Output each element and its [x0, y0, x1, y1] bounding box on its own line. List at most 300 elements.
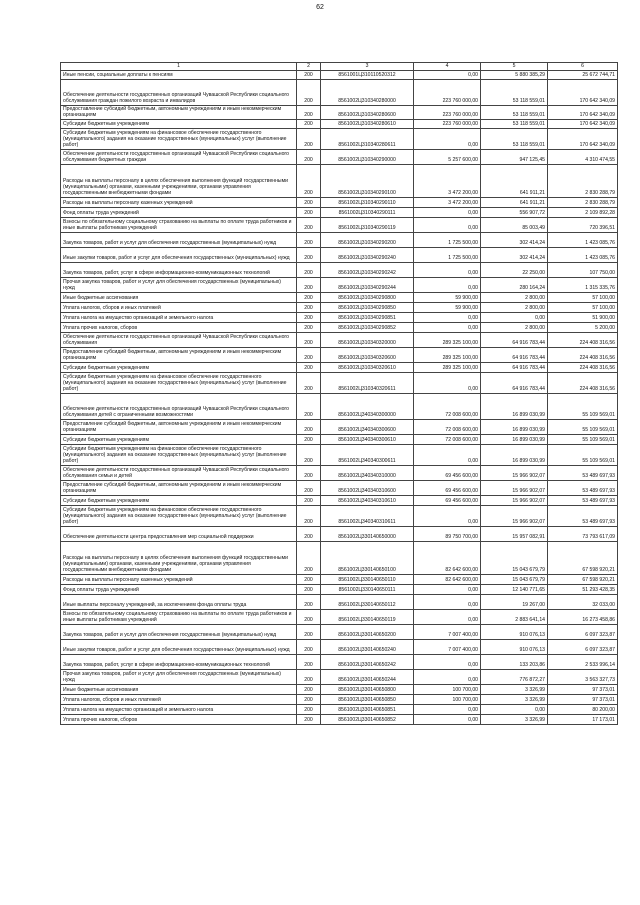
row-name-cell: Расходы на выплаты персоналу в целях обеспечения выполнения функций государственными (муниципальными) органами, казенными учреждениями, органами управления государственными внебюджетными фондами: [61, 165, 297, 198]
row-name-cell: Субсидии бюджетным учреждениям на финансовое обеспечение государственного (муниципального) задания на оказание государственных (муниципальных) услуг (выполнение работ): [61, 445, 297, 466]
row-unexecuted-cell: 97 373,01: [548, 695, 618, 705]
row-kbk-cell: 8561002Ц310340280600: [321, 106, 414, 120]
row-kbk-cell: 8561002Ц310340290100: [321, 165, 414, 198]
row-approved-cell: 1 725 500,00: [414, 233, 481, 248]
row-kbk-cell: 8561002Ц330140650800: [321, 685, 414, 695]
row-approved-cell: 72 008 600,00: [414, 394, 481, 420]
row-approved-cell: 72 008 600,00: [414, 420, 481, 435]
row-executed-cell: 53 118 559,01: [481, 120, 548, 129]
row-approved-cell: 0,00: [414, 71, 481, 80]
row-approved-cell: 69 456 600,00: [414, 466, 481, 481]
row-executed-cell: 302 414,24: [481, 248, 548, 263]
row-executed-cell: 53 118 559,01: [481, 106, 548, 120]
table-row: [61, 481, 618, 496]
row-approved-cell: 7 007 400,00: [414, 640, 481, 655]
row-executed-cell: 22 250,00: [481, 263, 548, 278]
row-name-cell: Фонд оплаты труда учреждений: [61, 208, 297, 218]
page-number: 62: [316, 4, 324, 11]
row-code-cell: 200: [297, 625, 321, 640]
row-executed-cell: 2 883 641,14: [481, 610, 548, 625]
row-unexecuted-cell: 53 489 697,93: [548, 466, 618, 481]
row-name-cell: Иные закупки товаров, работ и услуг для обеспечения государственных (муниципальных) нужд: [61, 640, 297, 655]
row-code-cell: 200: [297, 71, 321, 80]
row-name-cell: Обеспечение деятельности государственных организаций Чувашской Республики социального обслуживания граждан пожилого возраста и инвалидов: [61, 80, 297, 106]
row-code-cell: 200: [297, 705, 321, 715]
row-approved-cell: 7 007 400,00: [414, 625, 481, 640]
row-kbk-cell: 8561002Ц310340290200: [321, 233, 414, 248]
row-name-cell: Субсидии бюджетным учреждениям на финансовое обеспечение государственного (муниципального) задания на оказание государственных (муниципальных) услуг (выполнение работ): [61, 506, 297, 527]
table-row: [61, 233, 618, 248]
row-kbk-cell: 8561002Ц310340290119: [321, 218, 414, 233]
row-unexecuted-cell: 170 642 340,09: [548, 129, 618, 150]
table-row: [61, 278, 618, 293]
row-unexecuted-cell: 80 200,00: [548, 705, 618, 715]
row-unexecuted-cell: 1 423 085,76: [548, 233, 618, 248]
row-code-cell: 200: [297, 348, 321, 363]
row-executed-cell: 0,00: [481, 313, 548, 323]
table-row: [61, 150, 618, 165]
row-name-cell: Фонд оплаты труда учреждений: [61, 585, 297, 595]
row-name-cell: Прочая закупка товаров, работ и услуг для обеспечения государственных (муниципальных) нужд: [61, 670, 297, 685]
table-row: [61, 496, 618, 506]
row-code-cell: 200: [297, 293, 321, 303]
row-name-cell: Уплата налога на имущество организаций и земельного налога: [61, 705, 297, 715]
row-executed-cell: 15 966 902,07: [481, 506, 548, 527]
row-unexecuted-cell: 107 750,00: [548, 263, 618, 278]
row-code-cell: 200: [297, 445, 321, 466]
row-unexecuted-cell: 1 423 085,76: [548, 248, 618, 263]
row-unexecuted-cell: 32 033,00: [548, 595, 618, 610]
row-unexecuted-cell: 3 563 327,73: [548, 670, 618, 685]
table-row: [61, 435, 618, 445]
row-approved-cell: 1 725 500,00: [414, 248, 481, 263]
table-row: [61, 445, 618, 466]
table-row: [61, 208, 618, 218]
table-row: [61, 248, 618, 263]
row-name-cell: Взносы по обязательному социальному страхованию на выплаты по оплате труда работников и иные выплаты работникам учреждений: [61, 610, 297, 625]
row-unexecuted-cell: 67 598 920,21: [548, 542, 618, 575]
row-approved-cell: 0,00: [414, 595, 481, 610]
row-code-cell: 200: [297, 481, 321, 496]
row-approved-cell: 100 700,00: [414, 695, 481, 705]
row-kbk-cell: 8561002Ц310340290850: [321, 303, 414, 313]
row-executed-cell: 3 326,99: [481, 685, 548, 695]
row-unexecuted-cell: 55 109 569,01: [548, 420, 618, 435]
row-name-cell: Предоставление субсидий бюджетным, автономным учреждениям и иным некоммерческим организациям: [61, 481, 297, 496]
row-name-cell: Обеспечение деятельности государственных организаций Чувашской Республики социального обслуживания семьи и детей: [61, 466, 297, 481]
row-code-cell: 200: [297, 233, 321, 248]
row-code-cell: 200: [297, 496, 321, 506]
row-executed-cell: 0,00: [481, 705, 548, 715]
row-unexecuted-cell: 55 109 569,01: [548, 435, 618, 445]
row-name-cell: Прочая закупка товаров, работ и услуг для обеспечения государственных (муниципальных) нужд: [61, 278, 297, 293]
table-row: [61, 373, 618, 394]
row-name-cell: Иные выплаты персоналу учреждений, за исключением фонда оплаты труда: [61, 595, 297, 610]
row-executed-cell: 16 899 030,99: [481, 435, 548, 445]
row-executed-cell: 280 164,24: [481, 278, 548, 293]
row-unexecuted-cell: 57 100,00: [548, 293, 618, 303]
row-kbk-cell: 8561002Ц310340290110: [321, 198, 414, 208]
row-name-cell: Обеспечение деятельности государственных организаций Чувашской Республики социального обслуживания бюджетных граждан: [61, 150, 297, 165]
row-executed-cell: 5 880 385,29: [481, 71, 548, 80]
table-row: [61, 165, 618, 198]
row-code-cell: 200: [297, 527, 321, 542]
row-name-cell: Иные бюджетные ассигнования: [61, 685, 297, 695]
table-row: [61, 595, 618, 610]
row-approved-cell: 0,00: [414, 655, 481, 670]
row-unexecuted-cell: 2 109 892,28: [548, 208, 618, 218]
row-kbk-cell: 8561002Ц310340280611: [321, 129, 414, 150]
row-executed-cell: 15 966 902,07: [481, 466, 548, 481]
row-executed-cell: 641 911,21: [481, 165, 548, 198]
row-executed-cell: 53 118 559,01: [481, 129, 548, 150]
row-kbk-cell: 8561002Ц310340290852: [321, 323, 414, 333]
row-name-cell: Предоставление субсидий бюджетным, автономным учреждениям и иным некоммерческим организациям: [61, 420, 297, 435]
budget-table: [60, 62, 618, 725]
row-name-cell: Расходы на выплаты персоналу казенных учреждений: [61, 575, 297, 585]
row-code-cell: 200: [297, 363, 321, 373]
row-name-cell: Взносы по обязательному социальному страхованию на выплаты по оплате труда работников и иные выплаты работникам учреждений: [61, 218, 297, 233]
table-row: [61, 640, 618, 655]
table-row: [61, 106, 618, 120]
row-executed-cell: 16 899 030,99: [481, 420, 548, 435]
row-executed-cell: 3 326,99: [481, 715, 548, 725]
row-unexecuted-cell: 53 489 697,93: [548, 481, 618, 496]
table-row: [61, 705, 618, 715]
row-executed-cell: 2 800,00: [481, 323, 548, 333]
row-name-cell: Закупка товаров, работ, услуг в сфере информационно-коммуникационных технологий: [61, 263, 297, 278]
row-approved-cell: 89 750 700,00: [414, 527, 481, 542]
row-code-cell: 200: [297, 435, 321, 445]
row-approved-cell: 289 325 100,00: [414, 363, 481, 373]
table-row: [61, 695, 618, 705]
row-approved-cell: 223 760 000,00: [414, 106, 481, 120]
row-approved-cell: 0,00: [414, 705, 481, 715]
row-executed-cell: 16 899 030,99: [481, 394, 548, 420]
row-kbk-cell: 8561002Ц330140650200: [321, 625, 414, 640]
table-row: [61, 542, 618, 575]
row-approved-cell: 0,00: [414, 670, 481, 685]
row-code-cell: 200: [297, 120, 321, 129]
row-kbk-cell: 8561002Ц310340320000: [321, 333, 414, 348]
table-row: [61, 313, 618, 323]
row-executed-cell: 15 043 679,79: [481, 575, 548, 585]
row-approved-cell: 3 472 200,00: [414, 198, 481, 208]
row-code-cell: 200: [297, 695, 321, 705]
table-row: [61, 198, 618, 208]
row-code-cell: 200: [297, 218, 321, 233]
row-approved-cell: 0,00: [414, 313, 481, 323]
row-approved-cell: 69 456 600,00: [414, 496, 481, 506]
row-kbk-cell: 8561002Ц340340310000: [321, 466, 414, 481]
row-executed-cell: 302 414,24: [481, 233, 548, 248]
table-row: [61, 71, 618, 80]
row-kbk-cell: 8561002Ц330140650850: [321, 695, 414, 705]
row-code-cell: 200: [297, 466, 321, 481]
table-row: [61, 323, 618, 333]
row-approved-cell: 0,00: [414, 263, 481, 278]
row-unexecuted-cell: 224 408 316,56: [548, 348, 618, 363]
row-unexecuted-cell: 17 173,01: [548, 715, 618, 725]
row-name-cell: Предоставление субсидий бюджетным, автономным учреждениям и иным некоммерческим организациям: [61, 106, 297, 120]
row-approved-cell: 0,00: [414, 323, 481, 333]
row-executed-cell: 3 326,99: [481, 695, 548, 705]
row-code-cell: 200: [297, 373, 321, 394]
row-code-cell: 200: [297, 278, 321, 293]
table-row: [61, 466, 618, 481]
row-name-cell: Расходы на выплаты персоналу казенных учреждений: [61, 198, 297, 208]
row-kbk-cell: 8561002Ц310340280000: [321, 80, 414, 106]
table-row: [61, 293, 618, 303]
row-approved-cell: 289 325 100,00: [414, 333, 481, 348]
row-unexecuted-cell: 51 900,00: [548, 313, 618, 323]
row-kbk-cell: 8561002Ц330140650100: [321, 542, 414, 575]
row-unexecuted-cell: 51 293 428,35: [548, 585, 618, 595]
row-code-cell: 200: [297, 263, 321, 278]
table-row: [61, 527, 618, 542]
row-name-cell: Уплата налогов, сборов и иных платежей: [61, 303, 297, 313]
row-kbk-cell: 8561002Ц310340290800: [321, 293, 414, 303]
row-kbk-cell: 8561002Ц340340310611: [321, 506, 414, 527]
row-code-cell: 200: [297, 420, 321, 435]
row-name-cell: Предоставление субсидий бюджетным, автономным учреждениям и иным некоммерческим организациям: [61, 348, 297, 363]
row-name-cell: Субсидии бюджетным учреждениям: [61, 496, 297, 506]
row-unexecuted-cell: 720 396,51: [548, 218, 618, 233]
row-name-cell: Субсидии бюджетным учреждениям на финансовое обеспечение государственного (муниципального) задания на оказание государственных (муниципальных) услуг (выполнение работ): [61, 373, 297, 394]
row-unexecuted-cell: 55 109 569,01: [548, 445, 618, 466]
row-kbk-cell: 8561002Ц310340320600: [321, 348, 414, 363]
table-row: [61, 575, 618, 585]
table-row: [61, 394, 618, 420]
row-name-cell: Иные бюджетные ассигнования: [61, 293, 297, 303]
row-approved-cell: 100 700,00: [414, 685, 481, 695]
row-unexecuted-cell: 4 310 474,55: [548, 150, 618, 165]
row-code-cell: 200: [297, 80, 321, 106]
header-cell: 2: [297, 63, 321, 71]
row-name-cell: Закупка товаров, работ и услуг для обеспечения государственных (муниципальных) нужд: [61, 233, 297, 248]
row-unexecuted-cell: 2 830 288,79: [548, 165, 618, 198]
row-unexecuted-cell: 224 408 316,56: [548, 333, 618, 348]
header-cell: 4: [414, 63, 481, 71]
row-unexecuted-cell: 5 200,00: [548, 323, 618, 333]
row-executed-cell: 85 003,49: [481, 218, 548, 233]
row-kbk-cell: 8561002Ц310340290244: [321, 278, 414, 293]
row-unexecuted-cell: 25 672 744,71: [548, 71, 618, 80]
table-row: [61, 670, 618, 685]
row-approved-cell: 72 008 600,00: [414, 435, 481, 445]
row-executed-cell: 19 267,00: [481, 595, 548, 610]
row-approved-cell: 0,00: [414, 373, 481, 394]
row-code-cell: 200: [297, 542, 321, 575]
row-executed-cell: 64 916 783,44: [481, 348, 548, 363]
row-code-cell: 200: [297, 303, 321, 313]
row-approved-cell: 3 472 200,00: [414, 165, 481, 198]
row-approved-cell: 59 900,00: [414, 293, 481, 303]
table-row: [61, 610, 618, 625]
row-name-cell: Субсидии бюджетным учреждениям: [61, 363, 297, 373]
row-unexecuted-cell: 53 489 697,93: [548, 496, 618, 506]
table-row: [61, 303, 618, 313]
row-code-cell: 200: [297, 313, 321, 323]
row-executed-cell: 15 043 679,79: [481, 542, 548, 575]
row-unexecuted-cell: 170 642 340,09: [548, 106, 618, 120]
row-approved-cell: 0,00: [414, 585, 481, 595]
row-unexecuted-cell: 55 109 569,01: [548, 394, 618, 420]
row-name-cell: Уплата налогов, сборов и иных платежей: [61, 695, 297, 705]
row-name-cell: Закупка товаров, работ, услуг в сфере информационно-коммуникационных технологий: [61, 655, 297, 670]
row-unexecuted-cell: 170 642 340,09: [548, 80, 618, 106]
row-code-cell: 200: [297, 640, 321, 655]
row-code-cell: 200: [297, 610, 321, 625]
table-row: [61, 263, 618, 278]
row-approved-cell: 82 642 600,00: [414, 542, 481, 575]
row-executed-cell: 16 899 030,99: [481, 445, 548, 466]
row-unexecuted-cell: 224 408 316,56: [548, 363, 618, 373]
row-kbk-cell: 8561002Ц330140650110: [321, 575, 414, 585]
row-kbk-cell: 8561002Ц310340290240: [321, 248, 414, 263]
row-kbk-cell: 8561002Ц330140650244: [321, 670, 414, 685]
row-kbk-cell: 8561002Ц330140650852: [321, 715, 414, 725]
row-unexecuted-cell: 170 642 340,09: [548, 120, 618, 129]
table-row: [61, 333, 618, 348]
row-unexecuted-cell: 53 489 697,93: [548, 506, 618, 527]
table-row: [61, 506, 618, 527]
row-name-cell: Иные закупки товаров, работ и услуг для обеспечения государственных (муниципальных) нужд: [61, 248, 297, 263]
row-code-cell: 200: [297, 715, 321, 725]
row-unexecuted-cell: 2 830 288,79: [548, 198, 618, 208]
row-name-cell: Уплата налога на имущество организаций и земельного налога: [61, 313, 297, 323]
row-executed-cell: 15 966 902,07: [481, 481, 548, 496]
table-row: [61, 585, 618, 595]
row-executed-cell: 641 911,21: [481, 198, 548, 208]
row-executed-cell: 556 907,72: [481, 208, 548, 218]
row-code-cell: 200: [297, 595, 321, 610]
row-kbk-cell: 8561002Ц330140650111: [321, 585, 414, 595]
row-code-cell: 200: [297, 150, 321, 165]
row-name-cell: Иные пенсии, социальные доплаты к пенсиям: [61, 71, 297, 80]
row-code-cell: 200: [297, 198, 321, 208]
row-executed-cell: 15 966 902,07: [481, 496, 548, 506]
row-kbk-cell: 8561001Ц310110520312: [321, 71, 414, 80]
row-approved-cell: 82 642 600,00: [414, 575, 481, 585]
row-code-cell: 200: [297, 106, 321, 120]
row-unexecuted-cell: 57 100,00: [548, 303, 618, 313]
header-cell: 5: [481, 63, 548, 71]
row-kbk-cell: 8561002Ц310340320610: [321, 363, 414, 373]
row-approved-cell: 0,00: [414, 445, 481, 466]
row-kbk-cell: 8561002Ц330140650851: [321, 705, 414, 715]
row-approved-cell: 59 900,00: [414, 303, 481, 313]
row-name-cell: Субсидии бюджетным учреждениям: [61, 120, 297, 129]
row-code-cell: 200: [297, 323, 321, 333]
row-approved-cell: 5 257 600,00: [414, 150, 481, 165]
header-cell: 1: [61, 63, 297, 71]
table-row: [61, 129, 618, 150]
row-kbk-cell: 8561002Ц310340320611: [321, 373, 414, 394]
row-kbk-cell: 8561002Ц310340290851: [321, 313, 414, 323]
row-approved-cell: 0,00: [414, 715, 481, 725]
row-name-cell: Обеспечение деятельности государственных организаций Чувашской Республики социального обслуживания детей с ограниченными возможностями: [61, 394, 297, 420]
row-executed-cell: 776 872,27: [481, 670, 548, 685]
table-row: [61, 625, 618, 640]
row-code-cell: 200: [297, 333, 321, 348]
row-executed-cell: 133 203,86: [481, 655, 548, 670]
row-unexecuted-cell: 224 408 316,56: [548, 373, 618, 394]
row-name-cell: Уплата прочих налогов, сборов: [61, 715, 297, 725]
row-name-cell: Субсидии бюджетным учреждениям: [61, 435, 297, 445]
row-unexecuted-cell: 67 598 920,21: [548, 575, 618, 585]
row-executed-cell: 12 140 771,65: [481, 585, 548, 595]
row-kbk-cell: 8561002Ц330140650242: [321, 655, 414, 670]
row-kbk-cell: 8561002Ц340340310610: [321, 496, 414, 506]
row-executed-cell: 64 916 783,44: [481, 333, 548, 348]
table-row: [61, 80, 618, 106]
row-approved-cell: 0,00: [414, 506, 481, 527]
row-approved-cell: 0,00: [414, 610, 481, 625]
row-code-cell: 200: [297, 394, 321, 420]
row-code-cell: 200: [297, 670, 321, 685]
row-kbk-cell: 8561002Ц340340300000: [321, 394, 414, 420]
row-unexecuted-cell: 97 373,01: [548, 685, 618, 695]
row-executed-cell: 64 916 783,44: [481, 373, 548, 394]
row-executed-cell: 15 957 082,91: [481, 527, 548, 542]
row-approved-cell: 0,00: [414, 208, 481, 218]
table-row: [61, 218, 618, 233]
row-name-cell: Субсидии бюджетным учреждениям на финансовое обеспечение государственного (муниципального) задания на оказание государственных (муниципальных) услуг (выполнение работ): [61, 129, 297, 150]
row-kbk-cell: 8561002Ц340340300610: [321, 435, 414, 445]
row-approved-cell: 223 760 000,00: [414, 120, 481, 129]
row-kbk-cell: 8561002Ц330140650000: [321, 527, 414, 542]
table-row: [61, 655, 618, 670]
row-kbk-cell: 8561002Ц310340290242: [321, 263, 414, 278]
row-kbk-cell: 8561002Ц310340290111: [321, 208, 414, 218]
row-executed-cell: 910 076,13: [481, 625, 548, 640]
row-name-cell: Расходы на выплаты персоналу в целях обеспечения выполнения функций государственными (муниципальными) органами, казенными учреждениями, органами управления государственными внебюджетными фондами: [61, 542, 297, 575]
row-code-cell: 200: [297, 165, 321, 198]
row-name-cell: Обеспечение деятельности государственных организаций Чувашской Республики социального обслуживания: [61, 333, 297, 348]
row-approved-cell: 0,00: [414, 278, 481, 293]
header-cell: 3: [321, 63, 414, 71]
row-approved-cell: 289 325 100,00: [414, 348, 481, 363]
row-approved-cell: 69 456 600,00: [414, 481, 481, 496]
row-unexecuted-cell: 2 533 996,14: [548, 655, 618, 670]
row-code-cell: 200: [297, 129, 321, 150]
row-approved-cell: 0,00: [414, 218, 481, 233]
row-executed-cell: 53 118 559,01: [481, 80, 548, 106]
row-code-cell: 200: [297, 575, 321, 585]
row-unexecuted-cell: 6 097 323,87: [548, 625, 618, 640]
row-kbk-cell: 8561002Ц340340300600: [321, 420, 414, 435]
row-code-cell: 200: [297, 248, 321, 263]
row-kbk-cell: 8561002Ц310340290000: [321, 150, 414, 165]
table-row: [61, 348, 618, 363]
row-code-cell: 200: [297, 685, 321, 695]
header-cell: 6: [548, 63, 618, 71]
row-code-cell: 200: [297, 208, 321, 218]
row-unexecuted-cell: 1 315 335,76: [548, 278, 618, 293]
row-approved-cell: 0,00: [414, 129, 481, 150]
row-unexecuted-cell: 6 097 323,87: [548, 640, 618, 655]
row-executed-cell: 910 076,13: [481, 640, 548, 655]
row-kbk-cell: 8561002Ц330140650119: [321, 610, 414, 625]
table-row: [61, 120, 618, 129]
row-kbk-cell: 8561002Ц330140650112: [321, 595, 414, 610]
row-code-cell: 200: [297, 655, 321, 670]
row-executed-cell: 947 125,45: [481, 150, 548, 165]
row-code-cell: 200: [297, 585, 321, 595]
row-name-cell: Уплата прочих налогов, сборов: [61, 323, 297, 333]
row-name-cell: Закупка товаров, работ и услуг для обеспечения государственных (муниципальных) нужд: [61, 625, 297, 640]
